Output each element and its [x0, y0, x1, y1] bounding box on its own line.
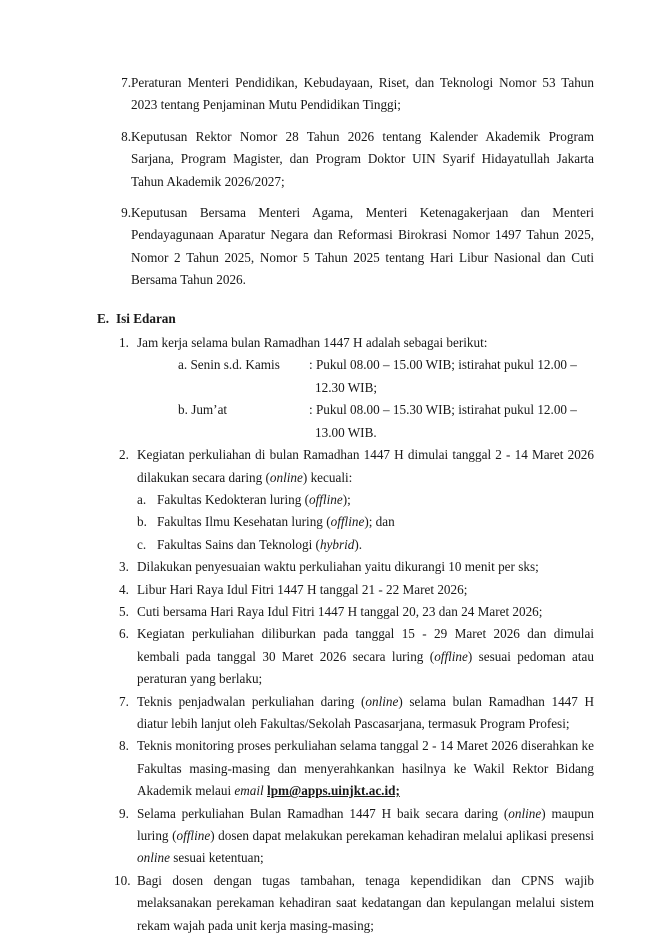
text-run: Fakultas Sains dan Teknologi ( [157, 536, 320, 552]
text-run: ) selama bulan Ramadhan 1447 H diatur lebih lanjut oleh Fakultas/Sekolah Pascasarjana, termasuk Program Profesi; [137, 693, 594, 731]
working-hours-schedule [137, 354, 594, 444]
emphasis-text: offline [176, 828, 211, 843]
list-item-marker: 10. [114, 872, 131, 888]
text-run: Keputusan Rektor Nomor 28 Tahun 2026 tentang Kalender Akademik Program Sarjana, Program Magister, dan Program Doktor UIN Syarif Hidayatullah Jakarta Tahun Akademik 2026/2027; [131, 128, 594, 189]
list-item-text [131, 202, 594, 292]
section-heading-isi-edaran [97, 308, 594, 330]
list-item-text [137, 556, 594, 578]
emphasis-text: online [137, 850, 170, 866]
list-item-marker: 1. [119, 335, 129, 351]
email-link[interactable]: lpm@apps.uinjkt.ac.id; [267, 783, 400, 799]
list-item-marker: 4. [119, 581, 129, 597]
text-run: Fakultas Ilmu Kesehatan luring ( [157, 514, 331, 530]
list-item [97, 623, 594, 690]
text-run: Teknis penjadwalan perkuliahan daring ( [137, 693, 366, 709]
text-run: Kegiatan perkuliahan diliburkan pada tanggal 15 - 29 Maret 2026 dan dimulai kembali pada tanggal 30 Maret 2026 secara luring ( [137, 626, 594, 664]
emphasis-text: online [365, 693, 399, 709]
emphasis-text: online [269, 469, 303, 485]
text-run: Jam kerja selama bulan Ramadhan 1447 H adalah sebagai berikut: [137, 335, 488, 351]
list-item-text [137, 735, 594, 802]
text-run: Keputusan Bersama Menteri Agama, Menteri Ketenagakerjaan dan Menteri Pendayagunaan Aparatur Negara dan Reformasi Birokrasi Nomor 1497 Tahun 2025, Nomor 2 Tahun 2025, Nomor 5 Tahun 2025 tentang Hari Libur Nasional dan Cuti Bersama Tahun 2026. [131, 205, 594, 288]
list-item-marker: 8. [121, 128, 131, 144]
isi-edaran-list [97, 332, 594, 937]
list-item [97, 556, 594, 578]
text-run: ) kecuali: [302, 469, 353, 485]
sub-list-item-marker: c. [137, 536, 147, 552]
section-letter: E. [97, 310, 110, 326]
list-item [97, 870, 594, 937]
list-item-marker: 5. [119, 603, 129, 619]
emphasis-text: hybrid [319, 536, 355, 552]
text-run: ); dan [364, 514, 395, 530]
list-item [97, 803, 594, 870]
schedule-day-label: a. Senin s.d. Kamis [178, 357, 280, 373]
list-item-marker: 8. [119, 738, 129, 754]
emphasis-text: offline [434, 648, 468, 664]
list-item-marker: 9. [121, 205, 131, 221]
sub-list-item-marker: a. [137, 491, 147, 507]
text-run: Selama perkuliahan Bulan Ramadhan 1447 H baik secara daring ( [137, 805, 509, 821]
list-item [97, 202, 594, 292]
list-item [97, 691, 594, 736]
schedule-time-line-2: 13.00 WIB. [315, 424, 377, 440]
list-item [97, 444, 594, 556]
list-item [97, 735, 594, 802]
text-run: Bagi dosen dengan tugas tambahan, tenaga kependidikan dan CPNS wajib melaksanakan perekaman kehadiran saat kedatangan dan kepulangan melalui sistem rekam wajah pada unit kerja masing-masing; [137, 872, 594, 933]
list-item [97, 332, 594, 444]
list-item-text [131, 72, 594, 117]
list-item [97, 579, 594, 601]
text-run: Cuti bersama Hari Raya Idul Fitri 1447 H tanggal 20, 23 dan 24 Maret 2026; [137, 603, 543, 619]
list-item-marker: 3. [119, 559, 129, 575]
list-item-marker: 7. [119, 693, 129, 709]
list-item [97, 601, 594, 623]
list-item [97, 126, 594, 193]
text-run: ) dosen dapat melakukan perekaman kehadiran melalui aplikasi presensi [210, 828, 594, 843]
text-run: Teknis monitoring proses perkuliahan selama tanggal 2 - 14 Maret 2026 diserahkan ke Fakultas masing-masing dan menyerahkankan hasilnya ke Wakil Rektor Bidang Akademik melaui [137, 738, 594, 799]
list-item-text [137, 870, 594, 937]
schedule-time-line-1: : Pukul 08.00 – 15.30 WIB; istirahat pukul 12.00 – [309, 402, 577, 418]
list-item-marker: 2. [119, 447, 129, 463]
schedule-row [137, 354, 594, 399]
list-item-text [137, 444, 594, 489]
list-item-text [137, 803, 594, 870]
text-run: Libur Hari Raya Idul Fitri 1447 H tanggal 21 - 22 Maret 2026; [137, 581, 468, 597]
text-run: ). [354, 536, 363, 552]
schedule-time-value [309, 354, 594, 399]
section-title: Isi Edaran [116, 310, 176, 326]
sub-list-item-marker: b. [137, 514, 147, 530]
emphasis-text: email [234, 783, 264, 799]
list-item-text [137, 332, 594, 354]
considerations-list [97, 72, 594, 292]
emphasis-text: offline [309, 491, 343, 507]
schedule-time-value [309, 399, 594, 444]
emphasis-text: offline [330, 514, 365, 530]
list-item-text [137, 601, 594, 623]
list-item-marker: 7. [121, 75, 131, 90]
sub-list-item [137, 489, 594, 511]
text-run: Dilakukan penyesuaian waktu perkuliahan yaitu dikurangi 10 menit per sks; [137, 559, 539, 575]
emphasis-text: online [508, 805, 542, 821]
schedule-day-label: b. Jum’at [178, 402, 228, 418]
list-item-marker: 6. [119, 626, 129, 642]
schedule-time-line-2: 12.30 WIB; [315, 379, 378, 395]
list-item-text [137, 691, 594, 736]
list-item-text [137, 579, 594, 601]
list-item-text [131, 126, 594, 193]
list-item [97, 72, 594, 117]
list-item-marker: 9. [119, 805, 129, 821]
sub-list [137, 489, 594, 556]
text-run: ) maupun luring ( [137, 805, 594, 843]
text-run: Fakultas Kedokteran luring ( [157, 491, 309, 507]
schedule-time-line-1: : Pukul 08.00 – 15.00 WIB; istirahat pukul 12.00 – [309, 357, 577, 373]
text-run: Peraturan Menteri Pendidikan, Kebudayaan, Riset, dan Teknologi Nomor 53 Tahun 2023 tentang Penjaminan Mutu Pendidikan Tinggi; [131, 75, 594, 113]
sub-list-item [137, 511, 594, 533]
schedule-row [137, 399, 594, 444]
list-item-text [137, 623, 594, 690]
text-run: sesuai ketentuan; [169, 850, 264, 866]
sub-list-item-text [157, 514, 395, 529]
text-run: ) sesuai pedoman atau peraturan yang berlaku; [137, 648, 594, 687]
sub-list-item-text [157, 492, 351, 507]
sub-list-item [137, 534, 594, 556]
text-run: Kegiatan perkuliahan di bulan Ramadhan 1447 H dimulai tanggal 2 - 14 Maret 2026 dilakukan secara daring ( [137, 447, 594, 485]
sub-list-item-text [157, 537, 362, 552]
text-run: ); [342, 491, 351, 507]
